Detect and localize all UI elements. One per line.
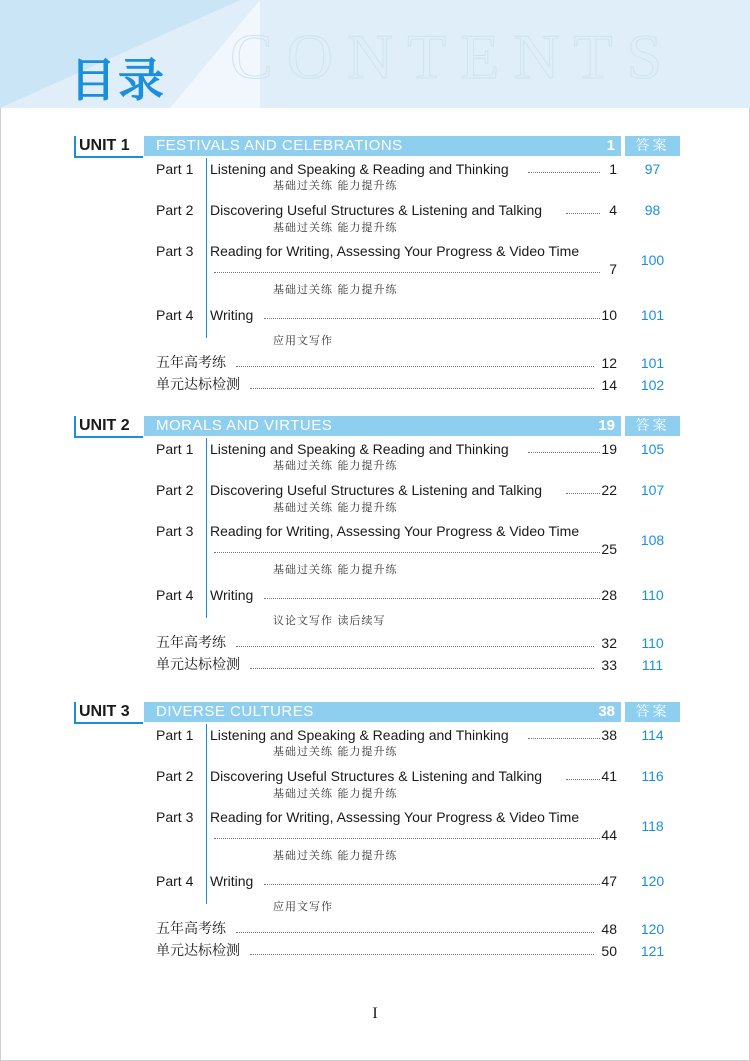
part-label: Part 2 <box>156 482 194 498</box>
answer-page: 107 <box>640 482 665 498</box>
header-title-cn: 目录 <box>70 53 166 107</box>
extra-title: 五年高考练 <box>156 921 226 937</box>
page-number-value: 33 <box>601 657 617 673</box>
answer-page: 120 <box>640 873 665 889</box>
page-number-value: 44 <box>601 827 617 843</box>
leader-dots <box>528 170 600 173</box>
leader-dots <box>250 666 594 669</box>
part-label: Part 4 <box>156 307 194 323</box>
leader-dots <box>264 596 600 599</box>
page-number-value: 22 <box>601 482 617 498</box>
unit-section <box>0 136 750 393</box>
toc-entry-extra[interactable] <box>0 376 750 394</box>
answer-header: 答案 <box>625 136 680 156</box>
toc-entry[interactable] <box>0 481 750 499</box>
page-number: I <box>372 1005 378 1022</box>
unit-label: UNIT 2 <box>74 416 143 438</box>
answer-page: 101 <box>640 307 665 323</box>
answer-page: 110 <box>641 587 664 603</box>
page-number-value: 14 <box>601 377 617 393</box>
part-subtitle: 基础过关练 能力提升练 <box>273 459 398 472</box>
toc-entry[interactable] <box>0 440 750 458</box>
unit-page: 38 <box>598 703 615 720</box>
page-number-value: 48 <box>601 921 617 937</box>
part-label: Part 3 <box>156 523 194 539</box>
page-number-value: 38 <box>601 727 617 743</box>
answer-page: 118 <box>641 818 664 834</box>
answer-page: 114 <box>641 727 664 743</box>
page-number-value: 25 <box>601 541 617 557</box>
leader-dots <box>528 450 600 453</box>
part-title: Reading for Writing, Assessing Your Progress & Video Time <box>210 809 580 825</box>
leader-dots <box>214 550 600 553</box>
unit-title-bar[interactable] <box>144 702 621 722</box>
part-subtitle: 基础过关练 能力提升练 <box>273 179 398 192</box>
toc-entry[interactable] <box>0 160 750 178</box>
leader-dots <box>566 491 600 494</box>
part-subtitle: 基础过关练 能力提升练 <box>273 221 398 234</box>
part-title: Listening and Speaking & Reading and Thinking <box>210 441 509 457</box>
leader-dots <box>566 211 600 214</box>
unit-name: FESTIVALS AND CELEBRATIONS <box>156 137 403 154</box>
answer-page: 110 <box>641 635 664 651</box>
unit-title-bar[interactable] <box>144 416 621 436</box>
leader-dots <box>214 836 600 839</box>
page-number-value: 47 <box>601 873 617 889</box>
part-label: Part 2 <box>156 202 194 218</box>
part-subtitle: 基础过关练 能力提升练 <box>273 501 398 514</box>
unit-label: UNIT 3 <box>74 702 143 724</box>
part-subtitle: 基础过关练 能力提升练 <box>273 849 398 862</box>
leader-dots <box>528 736 600 739</box>
toc-entry[interactable] <box>0 522 750 540</box>
part-subtitle: 应用文写作 <box>273 900 333 913</box>
part-title: Discovering Useful Structures & Listening and Talking <box>210 202 543 218</box>
answer-page: 100 <box>640 252 665 268</box>
answer-page: 111 <box>641 657 664 673</box>
part-title: Writing <box>210 587 254 603</box>
extra-title: 单元达标检测 <box>156 943 240 959</box>
page-number-value: 32 <box>601 635 617 651</box>
page-number-value: 41 <box>601 768 617 784</box>
toc-entry[interactable] <box>0 586 750 604</box>
leader-dots <box>236 644 594 647</box>
unit-name: DIVERSE CULTURES <box>156 703 314 720</box>
toc-entry[interactable] <box>0 306 750 324</box>
part-label: Part 1 <box>156 441 194 457</box>
page-number-value: 4 <box>609 202 617 218</box>
part-subtitle: 基础过关练 能力提升练 <box>273 283 398 296</box>
part-title: Reading for Writing, Assessing Your Progress & Video Time <box>210 243 580 259</box>
toc-entry[interactable] <box>0 201 750 219</box>
answer-page: 108 <box>640 532 665 548</box>
page-number-value: 28 <box>601 587 617 603</box>
leader-dots <box>566 777 600 780</box>
part-label: Part 3 <box>156 809 194 825</box>
part-label: Part 4 <box>156 587 194 603</box>
leader-dots <box>264 882 600 885</box>
page-number-value: 1 <box>609 161 617 177</box>
part-title: Reading for Writing, Assessing Your Progress & Video Time <box>210 523 580 539</box>
header-title-en: CONTENTS <box>230 21 677 92</box>
leader-dots <box>214 270 600 273</box>
unit-label: UNIT 1 <box>74 136 143 158</box>
extra-title: 单元达标检测 <box>156 657 240 673</box>
toc-entry-extra[interactable] <box>0 920 750 938</box>
toc-entry[interactable] <box>0 767 750 785</box>
toc-entry-extra[interactable] <box>0 634 750 652</box>
part-label: Part 1 <box>156 727 194 743</box>
part-label: Part 3 <box>156 243 194 259</box>
answer-page: 105 <box>640 441 665 457</box>
leader-dots <box>264 316 600 319</box>
unit-page: 19 <box>598 417 615 434</box>
unit-name: MORALS AND VIRTUES <box>156 417 333 434</box>
answer-page: 121 <box>640 943 665 959</box>
part-title: Listening and Speaking & Reading and Thinking <box>210 161 509 177</box>
part-subtitle: 基础过关练 能力提升练 <box>273 745 398 758</box>
unit-section <box>0 702 750 959</box>
toc-entry-extra[interactable] <box>0 656 750 674</box>
part-subtitle: 基础过关练 能力提升练 <box>273 787 398 800</box>
toc-entry-extra[interactable] <box>0 942 750 960</box>
answer-page: 97 <box>644 161 661 177</box>
page-number-value: 12 <box>601 355 617 371</box>
page-number-value: 19 <box>601 441 617 457</box>
leader-dots <box>250 952 594 955</box>
unit-section <box>0 416 750 673</box>
part-title: Listening and Speaking & Reading and Thinking <box>210 727 509 743</box>
toc-entry-extra[interactable] <box>0 354 750 372</box>
page-number-value: 10 <box>601 307 617 323</box>
part-label: Part 4 <box>156 873 194 889</box>
toc-entry[interactable] <box>0 808 750 826</box>
part-label: Part 1 <box>156 161 194 177</box>
unit-title-bar[interactable] <box>144 136 621 156</box>
part-title: Writing <box>210 873 254 889</box>
toc-entry[interactable] <box>0 872 750 890</box>
leader-dots <box>236 930 594 933</box>
part-title: Discovering Useful Structures & Listening and Talking <box>210 768 543 784</box>
page-number-value: 50 <box>601 943 617 959</box>
leader-dots <box>250 386 594 389</box>
part-subtitle: 应用文写作 <box>273 334 333 347</box>
part-label: Part 2 <box>156 768 194 784</box>
answer-page: 98 <box>644 202 661 218</box>
answer-page: 101 <box>640 355 665 371</box>
page-number-value: 7 <box>609 261 617 277</box>
leader-dots <box>236 364 594 367</box>
toc-entry[interactable] <box>0 726 750 744</box>
extra-title: 单元达标检测 <box>156 377 240 393</box>
part-subtitle: 基础过关练 能力提升练 <box>273 563 398 576</box>
part-title: Writing <box>210 307 254 323</box>
extra-title: 五年高考练 <box>156 635 226 651</box>
answer-page: 102 <box>640 377 665 393</box>
answer-page: 120 <box>640 921 665 937</box>
toc-entry[interactable] <box>0 242 750 260</box>
answer-header: 答案 <box>625 702 680 722</box>
part-title: Discovering Useful Structures & Listening and Talking <box>210 482 543 498</box>
answer-page: 116 <box>641 768 664 784</box>
part-subtitle: 议论文写作 读后续写 <box>273 614 386 627</box>
unit-page: 1 <box>606 137 615 154</box>
answer-header: 答案 <box>625 416 680 436</box>
extra-title: 五年高考练 <box>156 355 226 371</box>
